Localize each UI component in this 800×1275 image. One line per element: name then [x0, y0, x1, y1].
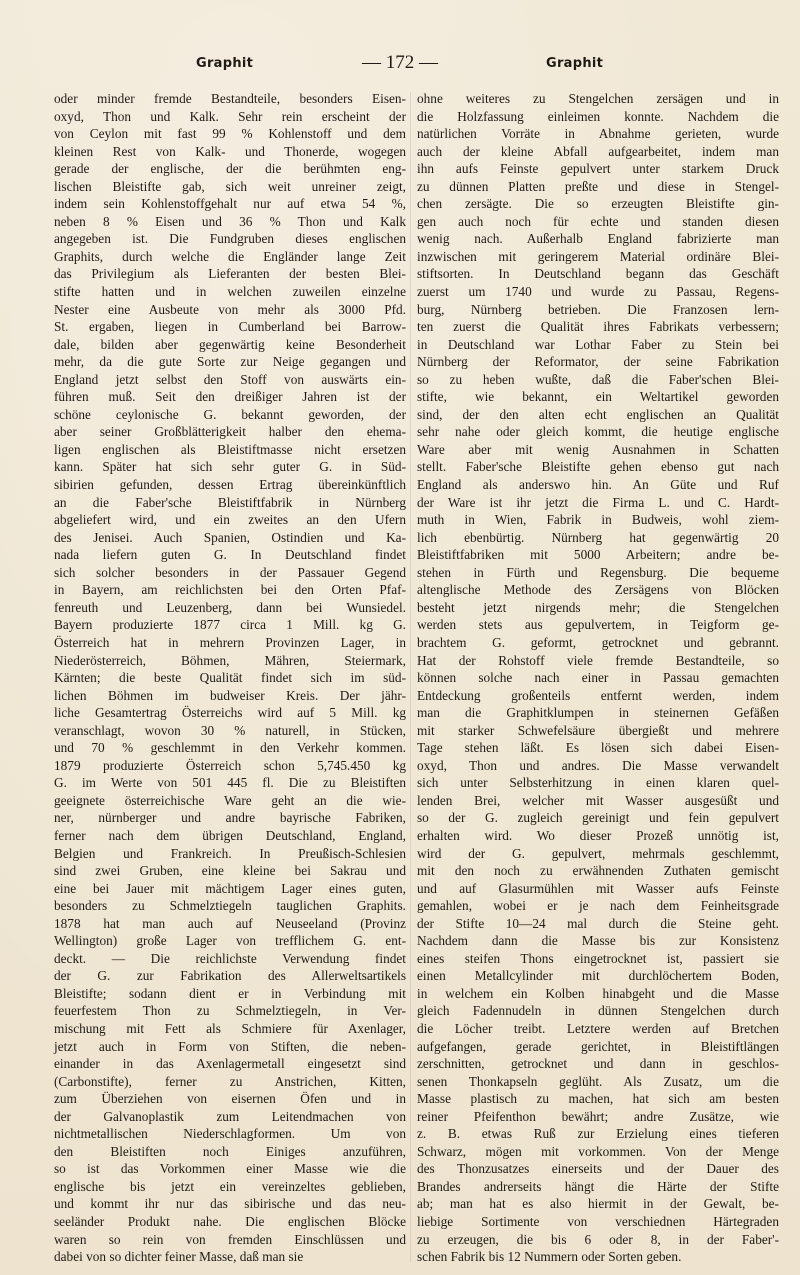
right-column-line: muth in Wien, Fabrik in Budweis, wohl ziem- [417, 512, 779, 528]
right-column-line: in welchem ein Kolben hinabgeht und die Masse [417, 985, 779, 1001]
right-column-line: lich ebenbürtig. Nürnberg hat gegenwärtig 20 [417, 529, 779, 545]
right-column-line: man die Graphitklumpen in steinernen Gefäßen [417, 705, 779, 721]
right-column-line: zu dünnen Platten preßte und diese in Stengel- [417, 178, 779, 194]
left-column-line: G. im Werte von 501 445 fl. Die zu Bleistiften [54, 775, 406, 791]
right-column-line: burg, Nürnberg betrieben. Die Franzosen lern- [417, 301, 779, 317]
left-column-line: Belgien und Frankreich. In Preußisch-Schlesien [54, 845, 406, 861]
left-column-line: den Bleistiften noch Einiges anzuführen, [54, 1143, 406, 1159]
right-column-line: Nachdem dann die Masse bis zur Konsistenz [417, 933, 779, 949]
left-column-line: lischen Bleistifte gab, sich weit unreiner zeigt, [54, 178, 406, 194]
left-column-line: aber seiner Großblätterigkeit halber den ehema- [54, 424, 406, 440]
left-column-line: von Ceylon mit fast 99 % Kohlenstoff und dem [54, 126, 406, 142]
right-column-line: stiftsorten. In Deutschland begann das Geschäft [417, 266, 779, 282]
right-column-line: gemahlen, wobei er je nach dem Feinheitsgrade [417, 898, 779, 914]
left-column-line: besonders zu Schmelztiegeln tauglichen Graphits. [54, 898, 406, 914]
left-column-line: das Privilegium als Lieferanten der besten Blei- [54, 266, 406, 282]
left-column-line: lichen Böhmen im budweiser Kreis. Der jähr- [54, 687, 406, 703]
right-column-line: zerschnitten, getrocknet und dann in geschlos- [417, 1056, 779, 1072]
right-column-line: altenglische Methode des Zersägens von Blöcken [417, 582, 779, 598]
right-column-line: natürlichen Vorräte in Abnahme gerieten, wurde [417, 126, 779, 142]
left-column-line: sibirien gefunden, dessen Ertrag übereinkünftlich [54, 477, 406, 493]
left-column-line: eine bei Jauer mit mächtigem Lager eines guten, [54, 880, 406, 896]
left-column-line: an die Faber'sche Bleistiftfabrik in Nürnberg [54, 494, 406, 510]
left-column-line: englische bis jetzt ein vereinzeltes geblieben, [54, 1178, 406, 1194]
left-column-line: nichtmetallischen Niederschlagformen. Um von [54, 1126, 406, 1142]
right-column-line: gleich Fadennudeln in dünnen Stengelchen durch [417, 1003, 779, 1019]
right-column-line: chen zersägte. Die so erzeugten Bleistifte gin- [417, 196, 779, 212]
right-column-line: die Holzfassung einleimen konnte. Nachdem die [417, 108, 779, 124]
left-column-line: schöne ceylonische G. bekannt geworden, der [54, 406, 406, 422]
header-right-keyword: Graphit [546, 56, 604, 71]
left-column-line: sind zwei Gruben, eine kleine bei Sakrau und [54, 863, 406, 879]
left-column-line: Bleistifte; sodann dient er in Verbindung mit [54, 985, 406, 1001]
right-column-line: wenig nach. Außerhalb England fabrizierte man [417, 231, 779, 247]
left-column-line: nada liefern guten G. In Deutschland findet [54, 547, 406, 563]
right-column-line: brachtem G. geformt, getrocknet und gebrannt. [417, 634, 779, 650]
left-column-line: fenreuth und Leuzenberg, dann bei Wunsiedel. [54, 599, 406, 615]
right-column-line: die Löcher treibt. Letztere werden auf Bretchen [417, 1020, 779, 1036]
left-column-line: und 70 % geschlemmt in den Verkehr kommen. [54, 740, 406, 756]
left-column-line: angegeben ist. Die Fundgruben dieses englischen [54, 231, 406, 247]
left-column-line: 1878 hat man auch auf Neuseeland (Provinz [54, 915, 406, 931]
right-column-line: der Stifte 10—24 mal durch die Steine geht. [417, 915, 779, 931]
right-column-line: und auf Glasurmühlen mit Wasser aufs Feinste [417, 880, 779, 896]
right-column-line: reiner Pfeifenthon bewährt; andre Zusätze, wie [417, 1108, 779, 1124]
left-column-line: Nester eine Ausbeute von mehr als 3000 Pfd. [54, 301, 406, 317]
left-column-line: (Carbonstifte), ferner zu Anstrichen, Kitten, [54, 1073, 406, 1089]
left-column-line: einander in das Axenlagermetall eingesetzt sind [54, 1056, 406, 1072]
left-column-line: kann. Später hat sich sehr guter G. in Süd- [54, 459, 406, 475]
left-column-line: ligen englischen als Bleistiftmasse nicht ersetzen [54, 441, 406, 457]
left-column-line: seeländer Produkt nahe. Die englischen Blöcke [54, 1214, 406, 1229]
right-column-line: lenden Brei, welcher mit Wasser ausgesüßt und [417, 792, 779, 808]
left-column-line: führen muß. Seit den dreißiger Jahren ist der [54, 389, 406, 405]
right-column-line: ab; man hat es also hiermit in der Gewalt, be- [417, 1196, 779, 1212]
left-column-line: sich solcher besonders in der Passauer Gegend [54, 564, 406, 580]
left-column-line: ferner nach dem übrigen Deutschland, England, [54, 827, 406, 843]
left-column-line: der G. zur Fabrikation des Allerweltsartikels [54, 968, 406, 984]
right-column-line: aufgefangen, gerade gerichtet, in Bleistiftlängen [417, 1038, 779, 1054]
page-number: — 172 — [362, 52, 438, 73]
left-column [54, 90, 406, 1266]
left-column-line: dale, bilden aber gegenwärtig keine Besonderheit [54, 336, 406, 352]
left-column-line: zum Überziehen von eisernen Öfen und in [54, 1091, 406, 1107]
right-column-line: Tage stehen läßt. Es lösen sich dabei Eisen- [417, 740, 779, 756]
left-column-line: England jetzt selbst den Stoff von auswärts ein- [54, 371, 406, 387]
left-column-line: 1879 produzierte Österreich schon 5,745.450 kg [54, 757, 406, 773]
right-column-line: liebige Sortimente von verschiednen Härtegraden [417, 1214, 779, 1229]
right-column-line: erhalten wird. Wo dieser Prozeß unnötig ist, [417, 827, 779, 843]
right-column-line: oxyd, Thon und andres. Die Masse verwandelt [417, 757, 779, 773]
left-column-line: Graphits, durch welche die Engländer lange Zeit [54, 248, 406, 264]
right-column-line: England als anderswo hin. An Güte und Ruf [417, 477, 779, 493]
left-column-line: so ist das Vorkommen einer Masse wie die [54, 1161, 406, 1177]
right-column-line: stehen in Fürth und Regensburg. Die bequeme [417, 564, 779, 580]
right-column-line: zuerst um 1740 und wurde zu Passau, Regens- [417, 284, 779, 300]
left-column-line: des Jenisei. Auch Spanien, Ostindien und Ka- [54, 529, 406, 545]
left-column-line: St. ergaben, liegen in Cumberland bei Barrow- [54, 319, 406, 335]
left-column-line: deckt. — Die reichlichste Verwendung findet [54, 950, 406, 966]
left-column-line: abgeliefert wird, und ein zweites an den Ufern [54, 512, 406, 528]
right-column-line: zu erzeugen, die bis 6 oder 8, in der Faber'- [417, 1231, 779, 1247]
right-column-line: so zu heben wußte, daß die Faber'schen Blei- [417, 371, 779, 387]
right-column-line: inzwischen mit geringerem Material ordinäre Blei- [417, 248, 779, 264]
right-column-line: Ware aber mit wenig Ausnahmen in Schatten [417, 441, 779, 457]
column-divider [410, 92, 411, 1262]
right-column-line: des Thonzusatzes einerseits und der Dauer des [417, 1161, 779, 1177]
right-column-line: werden stets aus gepulvertem, in Teigform ge- [417, 617, 779, 633]
left-column-line: dabei von so dichter feiner Masse, daß man sie [54, 1249, 304, 1265]
right-column-line: können solche nach einer in Passau gemachten [417, 670, 779, 686]
running-header [0, 52, 800, 76]
right-column-line: z. B. etwas Ruß zur Erzielung eines tieferen [417, 1126, 779, 1142]
left-column-line: Österreich hat in mehrern Provinzen Lager, in [54, 634, 406, 650]
right-column-line: Masse plastisch zu machen, hat sich am besten [417, 1091, 779, 1107]
left-column-line: kleinen Rest von Kalk- und Thonerde, wogegen [54, 143, 406, 159]
left-column-line: Kärnten; die beste Qualität findet sich im süd- [54, 670, 406, 686]
left-column-line: oxyd, Thon und Kalk. Sehr rein erscheint der [54, 108, 406, 124]
right-column-line: gen auch noch für echte und standen diesen [417, 213, 779, 229]
right-column [417, 90, 779, 1266]
left-column-line: der Galvanoplastik zum Leitendmachen von [54, 1108, 406, 1124]
left-column-line: veranschlagt, wovon 30 % naturell, in Stücken, [54, 722, 406, 738]
right-column-line: Schwarz, mögen mit vorkommen. Von der Menge [417, 1143, 779, 1159]
left-column-line: oder minder fremde Bestandteile, besonders Eisen- [54, 91, 406, 106]
right-column-line: senen Thonkapseln geglüht. Als Zusatz, um die [417, 1073, 779, 1089]
right-column-line: sich unter Selbsterhitzung in einen klaren quel- [417, 775, 779, 791]
header-left-keyword: Graphit [196, 56, 254, 71]
right-column-line: Hat der Rohstoff viele fremde Bestandteile, so [417, 652, 779, 668]
left-column-line: ner, nürnberger und andre bayrische Fabriken, [54, 810, 406, 826]
left-column-line: geeignete österreichische Ware geht an die wie- [54, 792, 406, 808]
right-column-line: eines steifen Thons eingetrocknet ist, passiert sie [417, 950, 779, 966]
left-column-line: und kommt ihr nur das sibirische und das neu- [54, 1196, 406, 1212]
right-column-line: ten zuerst die Qualität ihres Fabrikats verbessern; [417, 319, 779, 335]
right-column-line: ohne weiteres zu Stengelchen zersägen und in [417, 91, 779, 106]
left-column-line: jetzt auch in Form von Stiften, die neben- [54, 1038, 406, 1054]
left-column-line: feuerfestem Thon zu Schmelztiegeln, in Ver- [54, 1003, 406, 1019]
left-column-line: waren so rein von fremden Einschlüssen und [54, 1231, 406, 1247]
left-column-line: stifte hatten und in welchen zuweilen einzelne [54, 284, 406, 300]
right-column-line: mit den noch zu erwähnenden Zuthaten gemischt [417, 863, 779, 879]
left-column-line: liche Gesamtertrag Österreichs wird auf 5 Mill. kg [54, 705, 406, 721]
left-column-line: mehr, da die gute Sorte zur Neige gegangen und [54, 354, 406, 370]
left-column-line: Wellington) große Lager von trefflichem G. ent- [54, 933, 406, 949]
right-column-line: einen Metallcylinder mit durchlöchertem Boden, [417, 968, 779, 984]
right-column-line: in Deutschland war Lothar Faber zu Stein bei [417, 336, 779, 352]
right-column-line: Nürnberg der Reformator, der seine Fabrikation [417, 354, 779, 370]
left-column-line: neben 8 % Eisen und 36 % Thon und Kalk [54, 213, 406, 229]
right-column-line: Brandes andrerseits hängt die Härte der Stifte [417, 1178, 779, 1194]
right-column-line: Bleistiftfabriken mit 5000 Arbeitern; andre be- [417, 547, 779, 563]
right-column-line: sind, der den alten echt englischen an Qualität [417, 406, 779, 422]
left-column-line: Bayern produzierte 1877 circa 1 Mill. kg G. [54, 617, 406, 633]
left-column-line: indem sein Kohlenstoffgehalt nur auf etwa 54 %, [54, 196, 406, 212]
right-column-line: Entdeckung großenteils entfernt werden, indem [417, 687, 779, 703]
right-column-line: besteht jetzt nirgends mehr; die Stengelchen [417, 599, 779, 615]
right-column-line: schen Fabrik bis 12 Nummern oder Sorten geben. [417, 1249, 682, 1265]
right-column-line: stifte, wie bekannt, ein Weltartikel geworden [417, 389, 779, 405]
right-column-line: wird der G. gepulvert, mehrmals geschlemmt, [417, 845, 779, 861]
left-column-line: mischung mit Fett als Schmiere für Axenlager, [54, 1020, 406, 1036]
right-column-line: der Ware ist ihr jetzt die Firma L. und C. Hardt- [417, 494, 779, 510]
right-column-line: ihn aufs Feinste gepulvert unter starkem Druck [417, 161, 779, 177]
right-column-line: stellt. Faber'sche Bleistifte gehen ebenso gut nach [417, 459, 779, 475]
right-column-line: mit starker Schwefelsäure übergießt und mehrere [417, 722, 779, 738]
left-column-line: gerade der englische, der die berühmten eng- [54, 161, 406, 177]
right-column-line: so der G. zugleich gereinigt und fein gepulvert [417, 810, 779, 826]
right-column-line: auch der kleine Abfall aufgearbeitet, indem man [417, 143, 779, 159]
right-column-line: sehr nahe oder gleich kommt, die heutige englische [417, 424, 779, 440]
left-column-line: in Bayern, am reichlichsten bei den Orten Pfaf- [54, 582, 406, 598]
left-column-line: Niederösterreich, Böhmen, Mähren, Steiermark, [54, 652, 406, 668]
